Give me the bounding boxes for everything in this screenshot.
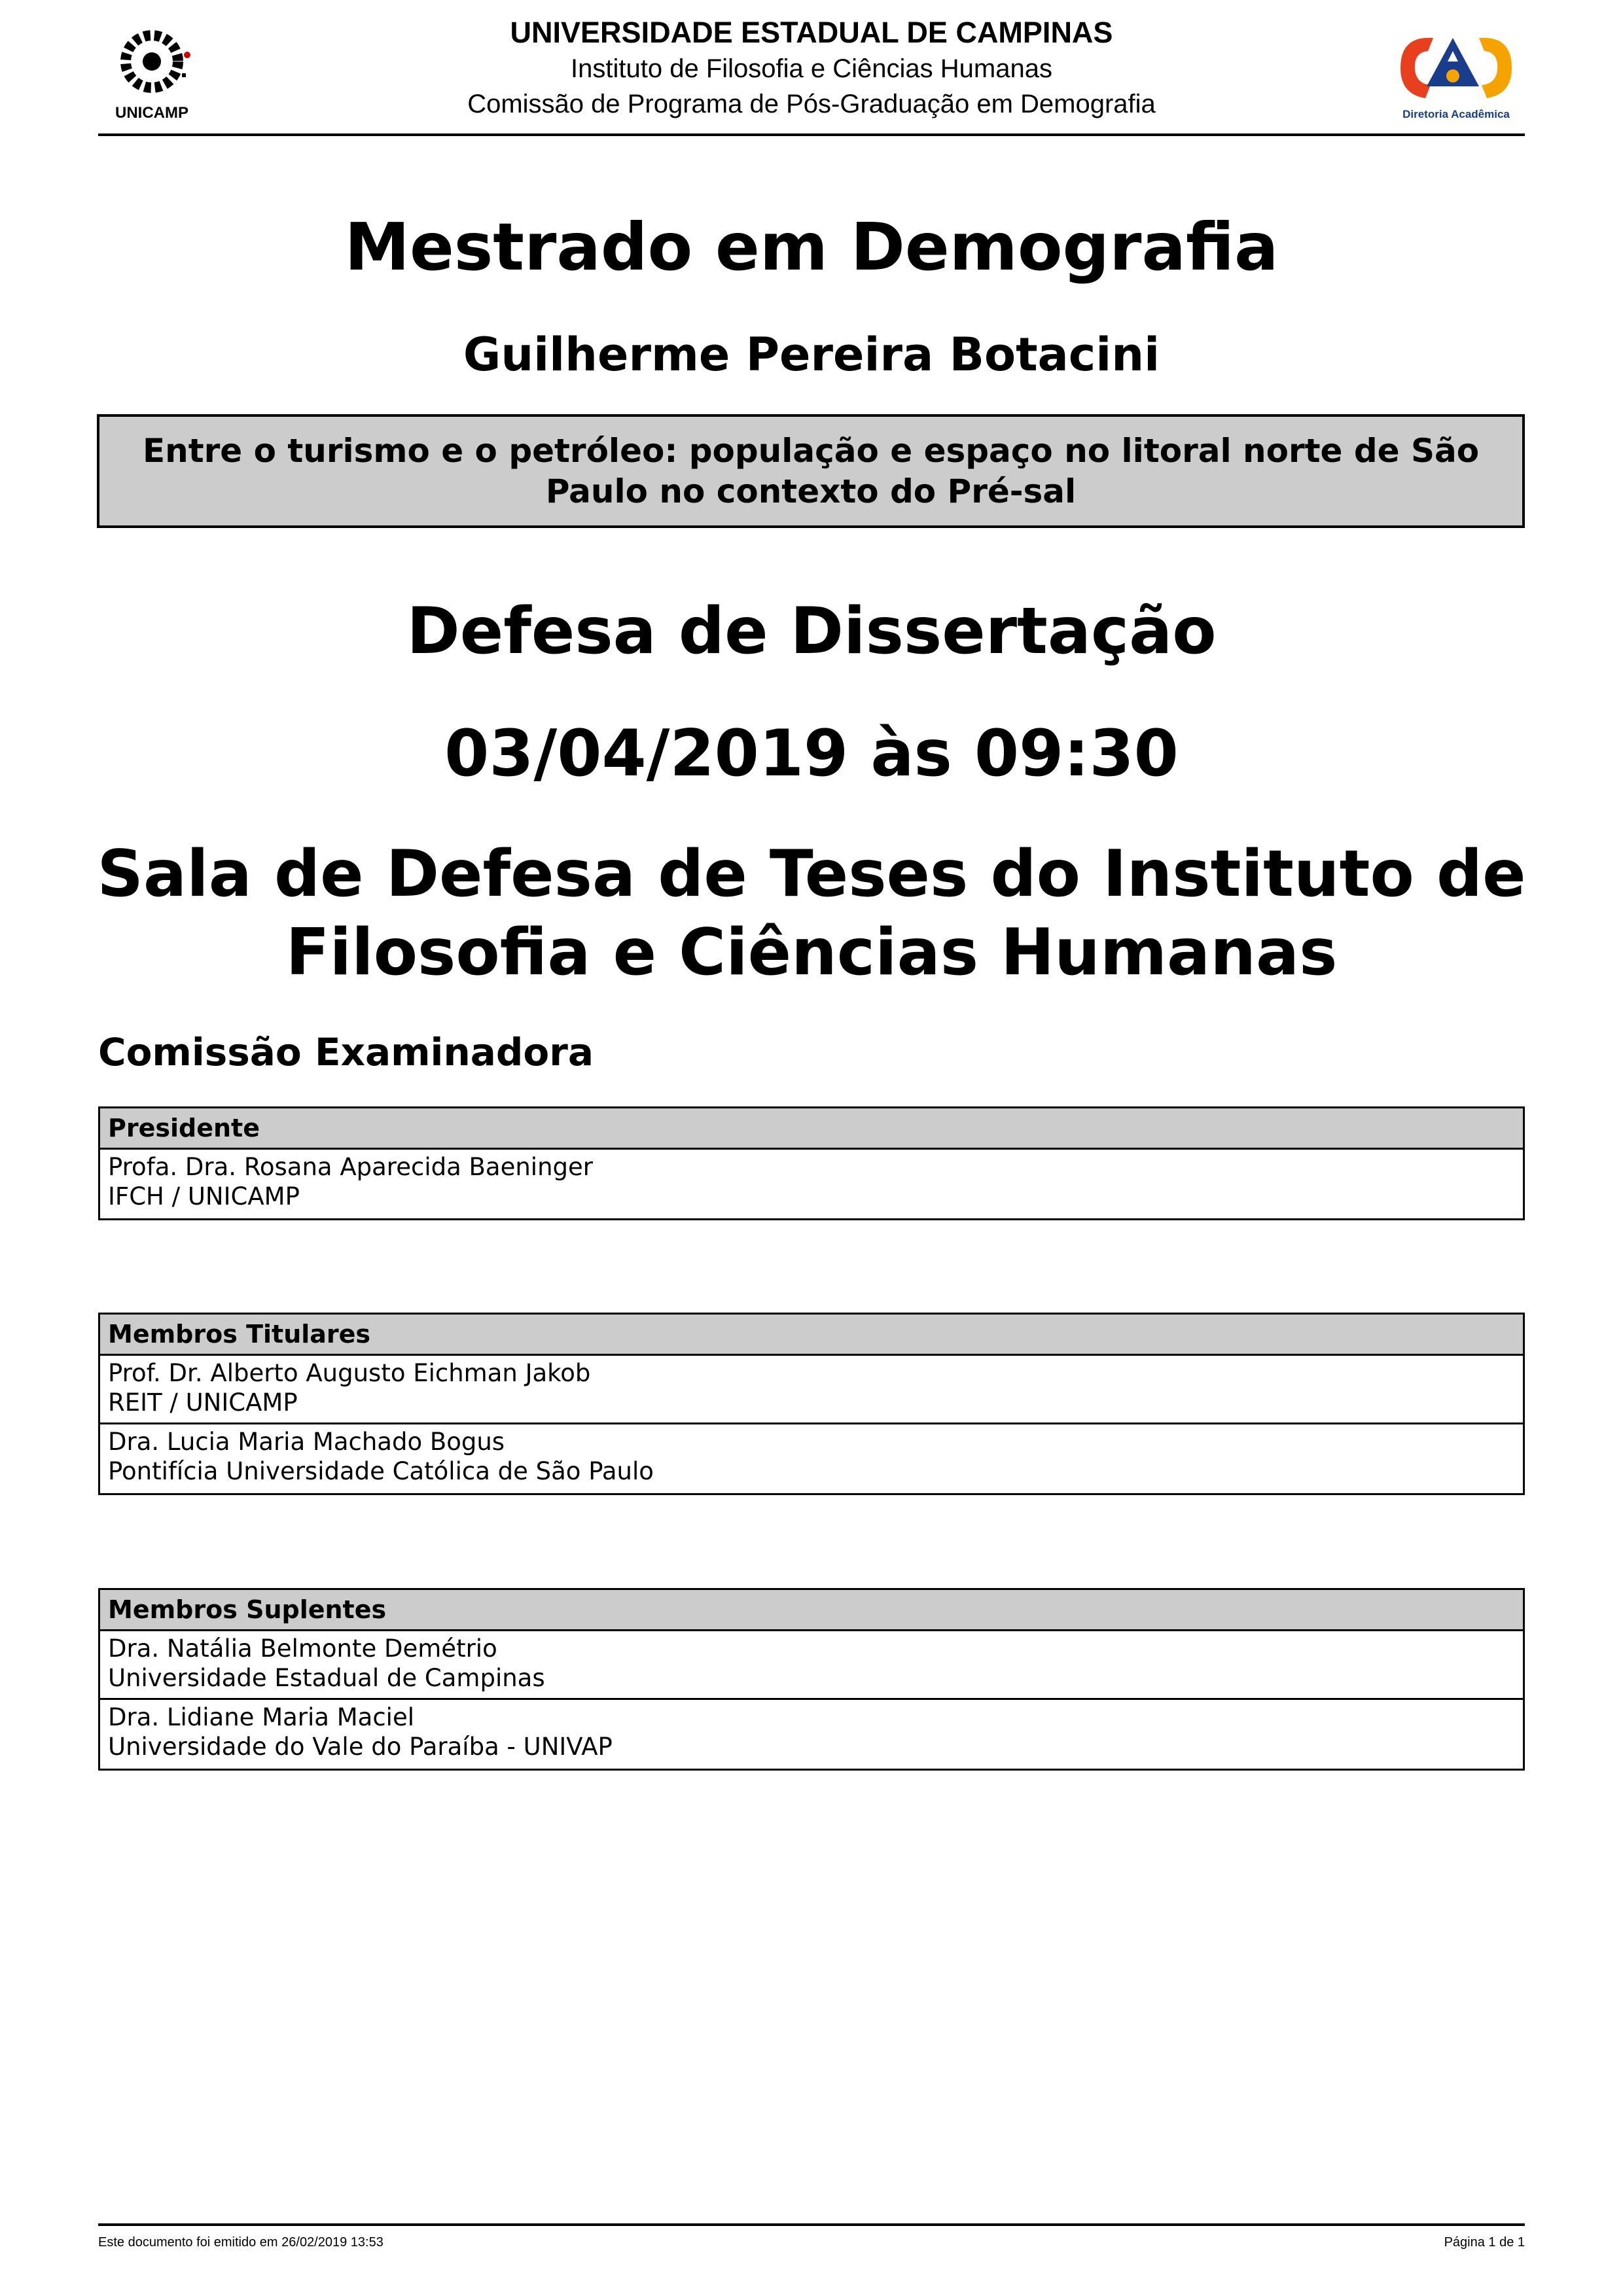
diretoria-academica-logo [1387,29,1525,127]
defense-type: Defesa de Dissertação [406,594,1217,669]
thesis-title-box [97,414,1525,528]
page-number: Página 1 de 1 [1444,2235,1525,2250]
member-name: Dra. Lucia Maria Machado Bogus [108,1428,505,1456]
committee-heading: Comissão Examinadora [98,1030,594,1074]
defense-room: Sala de Defesa de Teses do Instituto de Filosofia e Ciências Humanas [97,837,1526,990]
substitute-members-table [98,1588,1525,1771]
member-affiliation: Universidade Estadual de Campinas [108,1664,545,1692]
table-row [100,1424,1523,1493]
university-name: UNIVERSIDADE ESTADUAL DE CAMPINAS [510,16,1113,49]
document-header [98,13,1525,136]
table-header: Membros Titulares [100,1315,1523,1356]
table-row [100,1631,1523,1700]
defense-date-time: 03/04/2019 às 09:30 [444,716,1179,791]
member-affiliation: Universidade do Vale do Paraíba - UNIVAP [108,1733,613,1761]
member-name: Profa. Dra. Rosana Aparecida Baeninger [108,1153,593,1181]
member-affiliation: IFCH / UNICAMP [108,1182,300,1210]
document-footer [98,2223,1525,2250]
institute-name: Instituto de Filosofia e Ciências Humanas [571,54,1052,83]
member-name: Dra. Natália Belmonte Demétrio [108,1634,497,1663]
header-text [98,13,1525,122]
diretoria-logo-text: Diretoria Acadêmica [1402,108,1510,120]
table-row [100,1700,1523,1769]
table-header: Membros Suplentes [100,1590,1523,1631]
president-table [98,1106,1525,1220]
table-row [100,1150,1523,1218]
commission-name: Comissão de Programa de Pós-Graduação em Demografia [467,90,1156,118]
program-title: Mestrado em Demografia [344,209,1279,285]
issue-date: Este documento foi emitido em 26/02/2019 13:53 [98,2235,383,2250]
thesis-title: Entre o turismo e o petróleo: população e espaço no litoral norte de São Paulo no contexto do Pré-sal [142,432,1480,510]
student-name: Guilherme Pereira Botacini [463,328,1160,381]
table-header: Presidente [100,1108,1523,1150]
table-row [100,1356,1523,1424]
titular-members-table [98,1313,1525,1495]
member-name: Dra. Lidiane Maria Maciel [108,1703,414,1731]
member-affiliation: Pontifícia Universidade Católica de São Paulo [108,1457,654,1485]
member-affiliation: REIT / UNICAMP [108,1388,298,1417]
member-name: Prof. Dr. Alberto Augusto Eichman Jakob [108,1359,591,1387]
unicamp-logo-text: UNICAMP [115,104,188,122]
